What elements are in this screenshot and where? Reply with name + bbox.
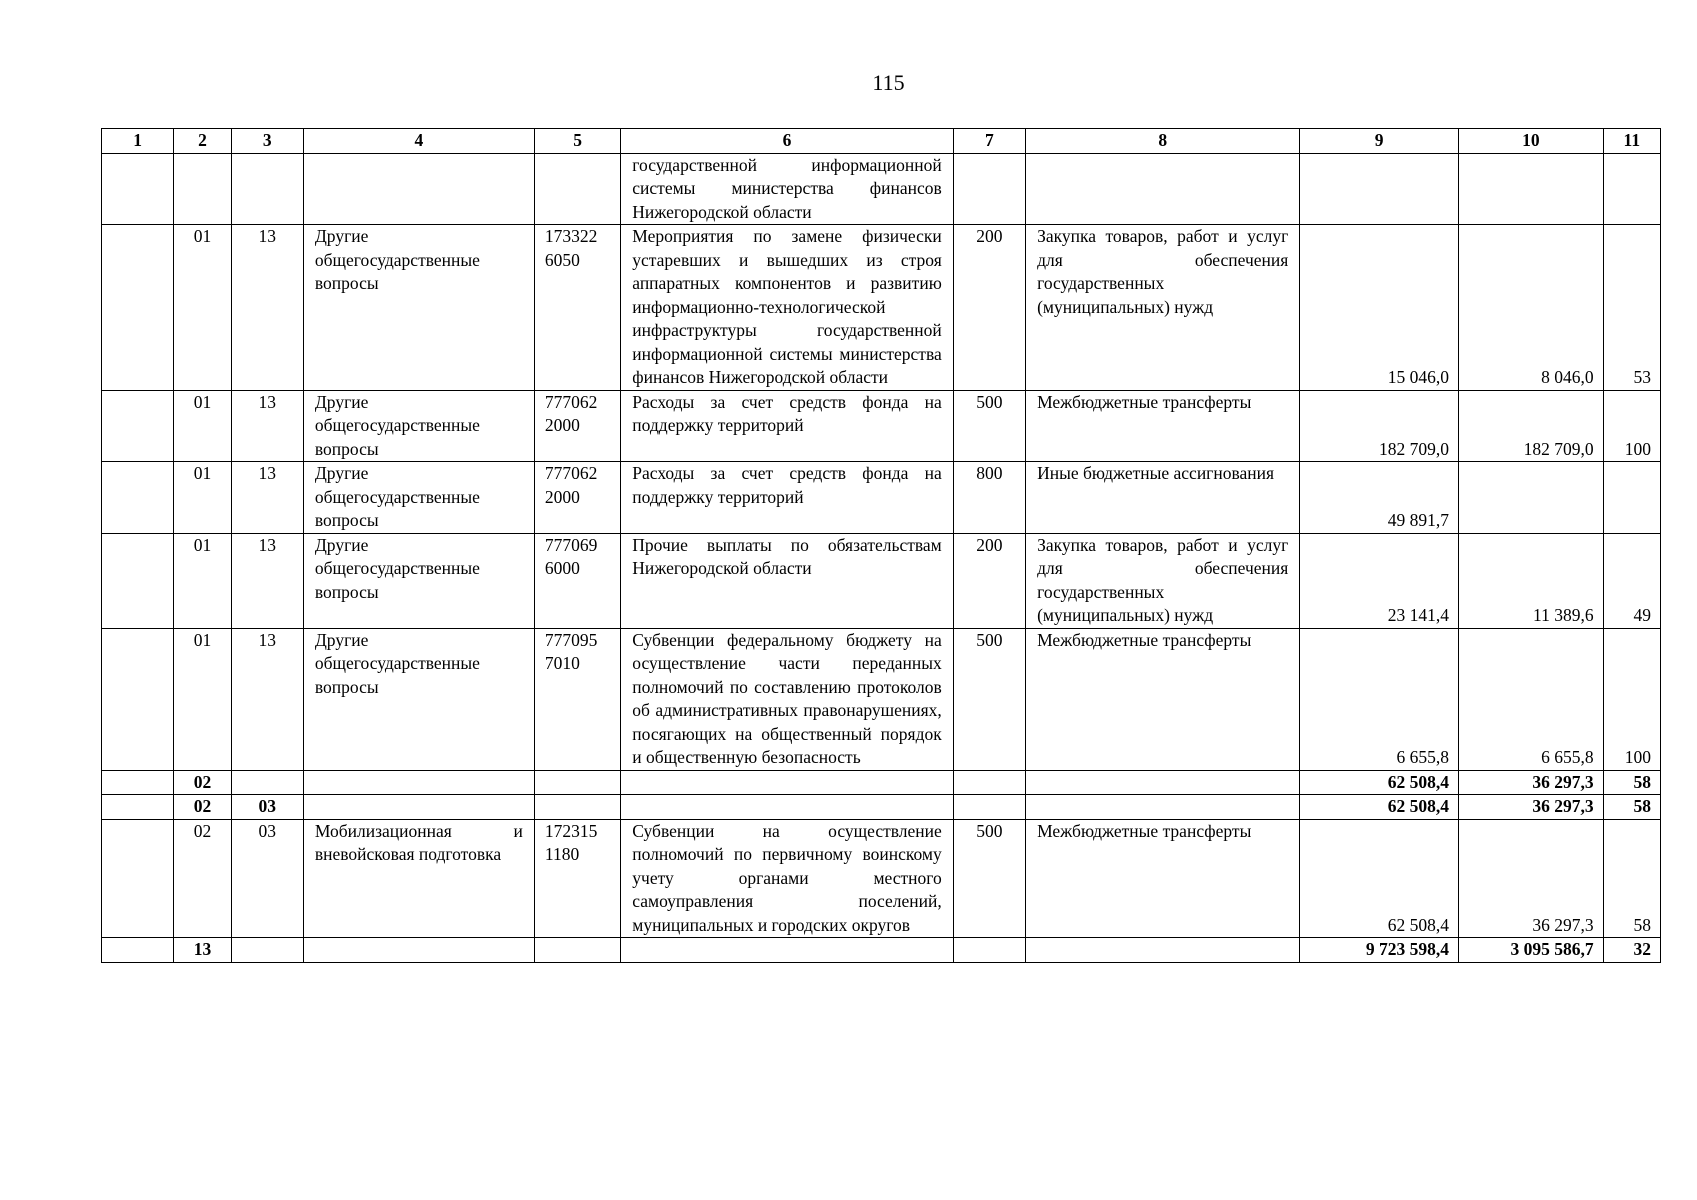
table-cell-c7 [953,770,1025,795]
table-cell-c2: 01 [174,390,231,462]
table-cell-c3: 13 [231,462,303,534]
column-header: 6 [621,129,953,154]
table-cell-c10: 8 046,0 [1459,225,1604,391]
table-cell-c6: Расходы за счет средств фонда на поддержку территорий [621,462,953,534]
table-cell-c2: 02 [174,795,231,820]
budget-table [101,128,1661,963]
table-cell-c4: Другие общегосударственные вопросы [303,390,534,462]
table-cell-c9: 6 655,8 [1300,628,1459,770]
table-cell-c8: Иные бюджетные ассигнования [1026,462,1300,534]
table-cell-c4: Мобилизационная и вневойсковая подготовка [303,819,534,938]
table-cell-c8: Закупка товаров, работ и услуг для обеспечения государственных (муниципальных) нужд [1026,225,1300,391]
table-cell-c4 [303,795,534,820]
table-cell-c11: 58 [1603,819,1660,938]
table-cell-c2: 01 [174,462,231,534]
table-cell-c6: Прочие выплаты по обязательствам Нижегородской области [621,533,953,628]
table-cell-c6 [621,938,953,963]
table-cell-c9: 182 709,0 [1300,390,1459,462]
table-cell-c9: 62 508,4 [1300,795,1459,820]
table-cell-c11: 49 [1603,533,1660,628]
table-cell-c6: Расходы за счет средств фонда на поддержку территорий [621,390,953,462]
table-cell-c5: 173322 6050 [534,225,620,391]
table-cell-c5: 172315 1180 [534,819,620,938]
table-cell-c3: 03 [231,819,303,938]
table-header-row [102,129,1661,154]
table-cell-c11 [1603,462,1660,534]
table-cell-c5: 777095 7010 [534,628,620,770]
column-header: 11 [1603,129,1660,154]
column-header: 8 [1026,129,1300,154]
table-cell-c9: 62 508,4 [1300,770,1459,795]
table-cell-c6: Субвенции федеральному бюджету на осуществление части переданных полномочий по составлению протоколов об административных правонарушениях, посягающих на общественный порядок и общественную безопасность [621,628,953,770]
table-row [102,770,1661,795]
table-cell-c2 [174,153,231,225]
table-cell-c5 [534,770,620,795]
table-cell-c1 [102,628,174,770]
table-cell-c3 [231,770,303,795]
table-cell-c4 [303,153,534,225]
table-cell-c10: 11 389,6 [1459,533,1604,628]
table-cell-c7 [953,153,1025,225]
table-cell-c11: 100 [1603,390,1660,462]
table-cell-c8 [1026,938,1300,963]
table-row [102,462,1661,534]
table-cell-c10: 36 297,3 [1459,795,1604,820]
table-cell-c5 [534,795,620,820]
table-cell-c3: 13 [231,225,303,391]
table-cell-c9: 15 046,0 [1300,225,1459,391]
table-cell-c3: 13 [231,533,303,628]
table-cell-c1 [102,770,174,795]
column-header: 10 [1459,129,1604,154]
column-header: 7 [953,129,1025,154]
table-row [102,533,1661,628]
table-cell-c4: Другие общегосударственные вопросы [303,225,534,391]
table-cell-c8 [1026,770,1300,795]
table-cell-c4: Другие общегосударственные вопросы [303,628,534,770]
table-cell-c7: 200 [953,225,1025,391]
table-cell-c7: 500 [953,390,1025,462]
table-cell-c11: 58 [1603,795,1660,820]
table-cell-c8 [1026,153,1300,225]
table-cell-c5: 777062 2000 [534,390,620,462]
column-header: 9 [1300,129,1459,154]
table-cell-c1 [102,819,174,938]
table-cell-c10 [1459,462,1604,534]
table-cell-c3 [231,938,303,963]
table-cell-c2: 01 [174,628,231,770]
table-cell-c7 [953,795,1025,820]
table-row [102,153,1661,225]
table-cell-c7: 200 [953,533,1025,628]
table-cell-c1 [102,462,174,534]
table-cell-c6: государственной информационной системы министерства финансов Нижегородской области [621,153,953,225]
table-cell-c8: Межбюджетные трансферты [1026,628,1300,770]
table-row [102,795,1661,820]
table-cell-c8: Межбюджетные трансферты [1026,819,1300,938]
table-cell-c2: 02 [174,770,231,795]
table-cell-c1 [102,533,174,628]
table-cell-c8 [1026,795,1300,820]
table-cell-c4 [303,938,534,963]
table-cell-c7: 500 [953,628,1025,770]
table-row [102,938,1661,963]
table-cell-c11: 32 [1603,938,1660,963]
table-cell-c9 [1300,153,1459,225]
table-cell-c2: 13 [174,938,231,963]
table-row [102,819,1661,938]
table-cell-c5: 777062 2000 [534,462,620,534]
table-cell-c2: 01 [174,533,231,628]
table-cell-c3: 03 [231,795,303,820]
table-cell-c11: 53 [1603,225,1660,391]
table-cell-c4: Другие общегосударственные вопросы [303,533,534,628]
table-cell-c8: Межбюджетные трансферты [1026,390,1300,462]
table-cell-c10: 36 297,3 [1459,819,1604,938]
table-cell-c9: 49 891,7 [1300,462,1459,534]
table-cell-c6: Субвенции на осуществление полномочий по первичному воинскому учету органами местного самоуправления поселений, муниципальных и городских округов [621,819,953,938]
table-cell-c1 [102,795,174,820]
table-cell-c4 [303,770,534,795]
table-cell-c1 [102,938,174,963]
column-header: 4 [303,129,534,154]
column-header: 1 [102,129,174,154]
table-cell-c5 [534,153,620,225]
table-cell-c10: 182 709,0 [1459,390,1604,462]
table-row [102,628,1661,770]
table-cell-c3: 13 [231,390,303,462]
table-cell-c9: 23 141,4 [1300,533,1459,628]
column-header: 2 [174,129,231,154]
column-header: 5 [534,129,620,154]
table-cell-c10: 6 655,8 [1459,628,1604,770]
table-cell-c5: 777069 6000 [534,533,620,628]
table-row [102,225,1661,391]
table-cell-c2: 02 [174,819,231,938]
table-row [102,390,1661,462]
table-cell-c10: 3 095 586,7 [1459,938,1604,963]
page-number: 115 [872,70,905,95]
table-cell-c11: 100 [1603,628,1660,770]
table-cell-c11: 58 [1603,770,1660,795]
table-cell-c9: 9 723 598,4 [1300,938,1459,963]
table-cell-c6: Мероприятия по замене физически устаревших и вышедших из строя аппаратных компонентов и развитию информационно-технологической инфраструктуры государственной информационной системы министерства финансов Нижегородской области [621,225,953,391]
table-cell-c5 [534,938,620,963]
table-cell-c4: Другие общегосударственные вопросы [303,462,534,534]
table-cell-c7: 800 [953,462,1025,534]
table-cell-c3: 13 [231,628,303,770]
table-cell-c1 [102,390,174,462]
table-cell-c7 [953,938,1025,963]
table-cell-c1 [102,153,174,225]
table-cell-c6 [621,795,953,820]
table-cell-c3 [231,153,303,225]
table-cell-c9: 62 508,4 [1300,819,1459,938]
table-cell-c2: 01 [174,225,231,391]
table-cell-c10: 36 297,3 [1459,770,1604,795]
table-cell-c1 [102,225,174,391]
table-cell-c8: Закупка товаров, работ и услуг для обеспечения государственных (муниципальных) нужд [1026,533,1300,628]
table-cell-c10 [1459,153,1604,225]
table-cell-c7: 500 [953,819,1025,938]
column-header: 3 [231,129,303,154]
table-cell-c6 [621,770,953,795]
table-cell-c11 [1603,153,1660,225]
